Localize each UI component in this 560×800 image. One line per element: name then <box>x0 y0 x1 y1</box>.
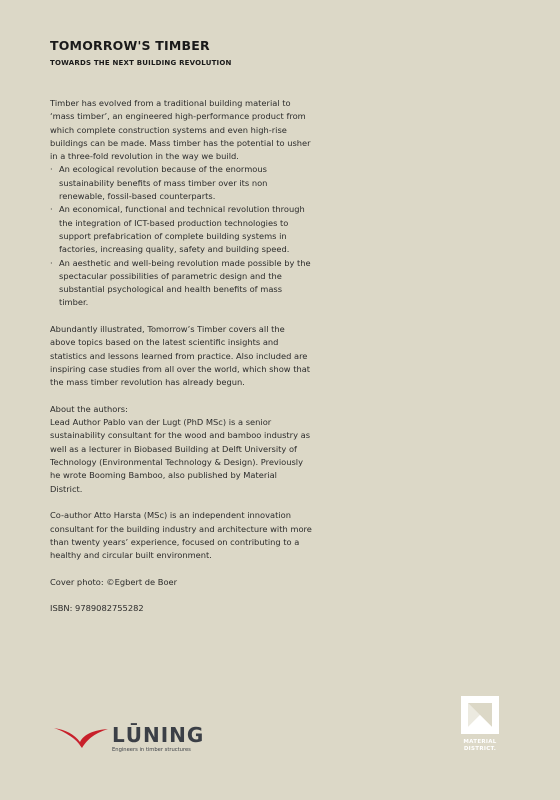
material-district-logo <box>458 696 504 760</box>
intro-paragraph: Timber has evolved from a traditional building material to ‘mass timber’, an engineered high-performance product from which complete construction systems and even high-rise buildings can be made. Mass timber has the potential to usher in a three-fold revolution in the way we build. <box>50 98 311 162</box>
list-item-text: An aesthetic and well-being revolution made possible by the spectacular possibilities of parametric design and the substantial psychological and health benefits of mass timber. <box>59 257 311 308</box>
book-title: TOMORROW'S TIMBER <box>50 38 210 53</box>
list-item <box>50 203 312 256</box>
bullet-dot: · <box>50 164 53 175</box>
coauthor-paragraph: Co-author Atto Harsta (MSc) is an independent innovation consultant for the building industry and architecture with more than twenty years’ experience, focused on contributing to a healthy and circular built environment. <box>50 510 312 561</box>
revolution-list <box>50 163 312 309</box>
isbn: ISBN: 9789082755282 <box>50 603 144 614</box>
luning-logo <box>52 722 222 758</box>
summary-paragraph: Abundantly illustrated, Tomorrow’s Timber covers all the above topics based on the latest scientific insights and statistics and lessons learned from practice. Also included are inspiring case studies from all over the world, which show that the mass timber revolution has already begun. <box>50 324 311 388</box>
bullet-dot: · <box>50 257 53 268</box>
cover-photo-credit: Cover photo: ©Egbert de Boer <box>50 576 178 587</box>
authors-heading: About the authors: <box>50 403 128 414</box>
bullet-dot: · <box>50 204 53 215</box>
list-item <box>50 163 312 203</box>
md-line1: MATERIAL <box>463 739 497 745</box>
material-district-mark-icon <box>461 696 499 734</box>
list-item-text: An ecological revolution because of the enormous sustainability benefits of mass timber over its non renewable, fossil-based counterparts. <box>59 164 268 202</box>
luning-tagline: Engineers in timber structures <box>112 747 191 753</box>
list-item-text: An economical, functional and technical revolution through the integration of ICT-based production technologies to support prefabrication of complete building systems in factories, increasing quality, safety and building speed. <box>59 204 305 255</box>
lead-author-paragraph: Lead Author Pablo van der Lugt (PhD MSc) is a senior sustainability consultant for the wood and bamboo industry as well as a lecturer in Biobased Building at Delft University of Technology (Environmental Technology & Design). Previously he wrote Booming Bamboo, also published by Material District. <box>50 417 311 494</box>
material-district-wordmark <box>458 739 502 753</box>
book-subtitle: TOWARDS THE NEXT BUILDING REVOLUTION <box>50 59 232 67</box>
blurb-text <box>50 97 312 629</box>
luning-wordmark: LŪNING <box>112 723 205 747</box>
luning-swoosh-icon <box>52 722 110 752</box>
list-item <box>50 257 312 310</box>
md-line2: DISTRICT. <box>463 746 497 752</box>
